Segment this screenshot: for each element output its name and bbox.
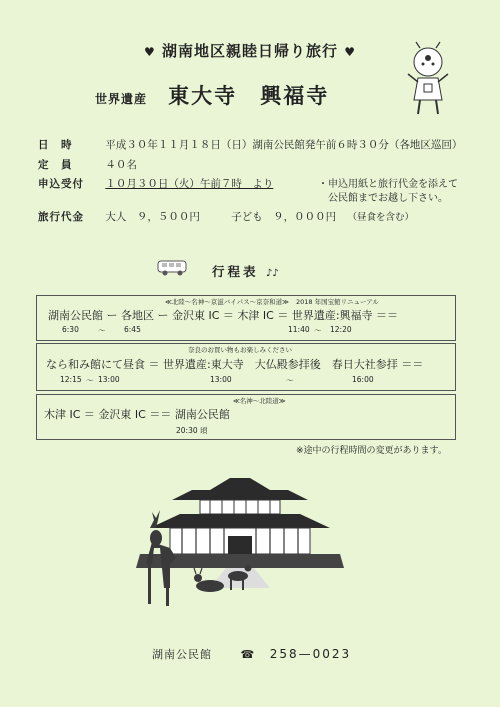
time-depart: 6:30 bbox=[62, 325, 79, 334]
schedule-change-note: ※途中の行程時間の変更があります。 bbox=[296, 446, 447, 456]
fee-child: 子ども ９，０００円 bbox=[231, 211, 337, 223]
route1-caption-note: 2018 年国宝館リニューアル bbox=[296, 298, 379, 306]
time-kofukuji-end: 12:20 bbox=[330, 325, 352, 334]
info-reception-row bbox=[38, 176, 273, 191]
footer-tel: 258—0023 bbox=[269, 647, 352, 661]
subtitle bbox=[95, 80, 395, 110]
bus-icon bbox=[156, 258, 190, 278]
subtitle-world-heritage: 世界遺産 bbox=[95, 92, 148, 106]
schedule-title-text: 行程表 bbox=[212, 264, 259, 279]
time-area: 6:45 bbox=[124, 325, 141, 334]
fee-adult: 大人 ９，５００円 bbox=[105, 211, 200, 223]
heart-icon: ♥ bbox=[143, 45, 156, 59]
note-line1: ・申込用紙と旅行代金を添えて bbox=[318, 179, 458, 190]
time-sep: 〜 bbox=[86, 376, 94, 385]
subtitle-todaiji: 東大寺 bbox=[168, 83, 238, 108]
subtitle-kofukuji: 興福寺 bbox=[260, 83, 330, 108]
info-capacity-row bbox=[38, 157, 137, 172]
route2-text: なら和み館にて昼食 ＝ 世界遺産:東大寺 大仏殿参拝後 春日大社参拝 ＝＝ bbox=[46, 358, 424, 371]
time-sep: 〜 bbox=[98, 326, 106, 335]
time-todaiji-start: 13:00 bbox=[210, 375, 232, 384]
reception-value: １０月３０日（火）午前７時 より bbox=[105, 178, 274, 190]
date-label: 日 時 bbox=[38, 139, 73, 151]
time-kofukuji-start: 11:40 bbox=[288, 325, 310, 334]
date-value: 平成３０年１１月１８日（日）湖南公民館発午前６時３０分（各地区巡回） bbox=[105, 139, 463, 151]
fee-label: 旅行代金 bbox=[38, 211, 84, 223]
fee-note: （昼食を含む） bbox=[347, 212, 415, 223]
time-sep: 〜 bbox=[314, 326, 322, 335]
info-date-row bbox=[38, 137, 462, 152]
capacity-label: 定 員 bbox=[38, 159, 73, 171]
route3-caption: ≪名神〜北陸道≫ bbox=[233, 397, 286, 405]
time-return: 20:30 頃 bbox=[176, 426, 208, 435]
route1-caption: ≪北陸〜名神〜京滋バイパス〜京奈和道≫ bbox=[165, 298, 289, 306]
info-fee-row bbox=[38, 209, 414, 224]
temple-deer-illustration bbox=[130, 468, 350, 618]
time-kasuga-end: 16:00 bbox=[352, 375, 374, 384]
route1-text: 湖南公民館 ー 各地区 ー 金沢東 IC ＝ 木津 IC ＝ 世界遺産:興福寺 ＝＝ bbox=[48, 309, 399, 322]
application-note bbox=[318, 178, 478, 206]
note-line2: 公民館までお越し下さい。 bbox=[328, 193, 448, 204]
schedule-title bbox=[212, 262, 279, 280]
reception-label: 申込受付 bbox=[38, 178, 84, 190]
title-text: 湖南地区親睦日帰り旅行 bbox=[161, 42, 338, 60]
time-lunch-end: 13:00 bbox=[98, 375, 120, 384]
route2-caption: 奈良のお買い物もお楽しみください bbox=[188, 346, 292, 354]
footer-org: 湖南公民館 bbox=[152, 648, 212, 661]
footer-contact bbox=[152, 646, 351, 662]
mascot-illustration bbox=[398, 40, 458, 118]
music-notes-icon: ♪♪ bbox=[265, 268, 279, 279]
heart-icon: ♥ bbox=[344, 45, 356, 59]
capacity-value: ４０名 bbox=[105, 159, 137, 171]
time-sep: 〜 bbox=[286, 376, 294, 385]
time-lunch-start: 12:15 bbox=[60, 375, 82, 384]
route3-text: 木津 IC ＝ 金沢東 IC ＝＝ 湖南公民館 bbox=[44, 408, 230, 421]
telephone-icon: ☎ bbox=[240, 648, 256, 661]
